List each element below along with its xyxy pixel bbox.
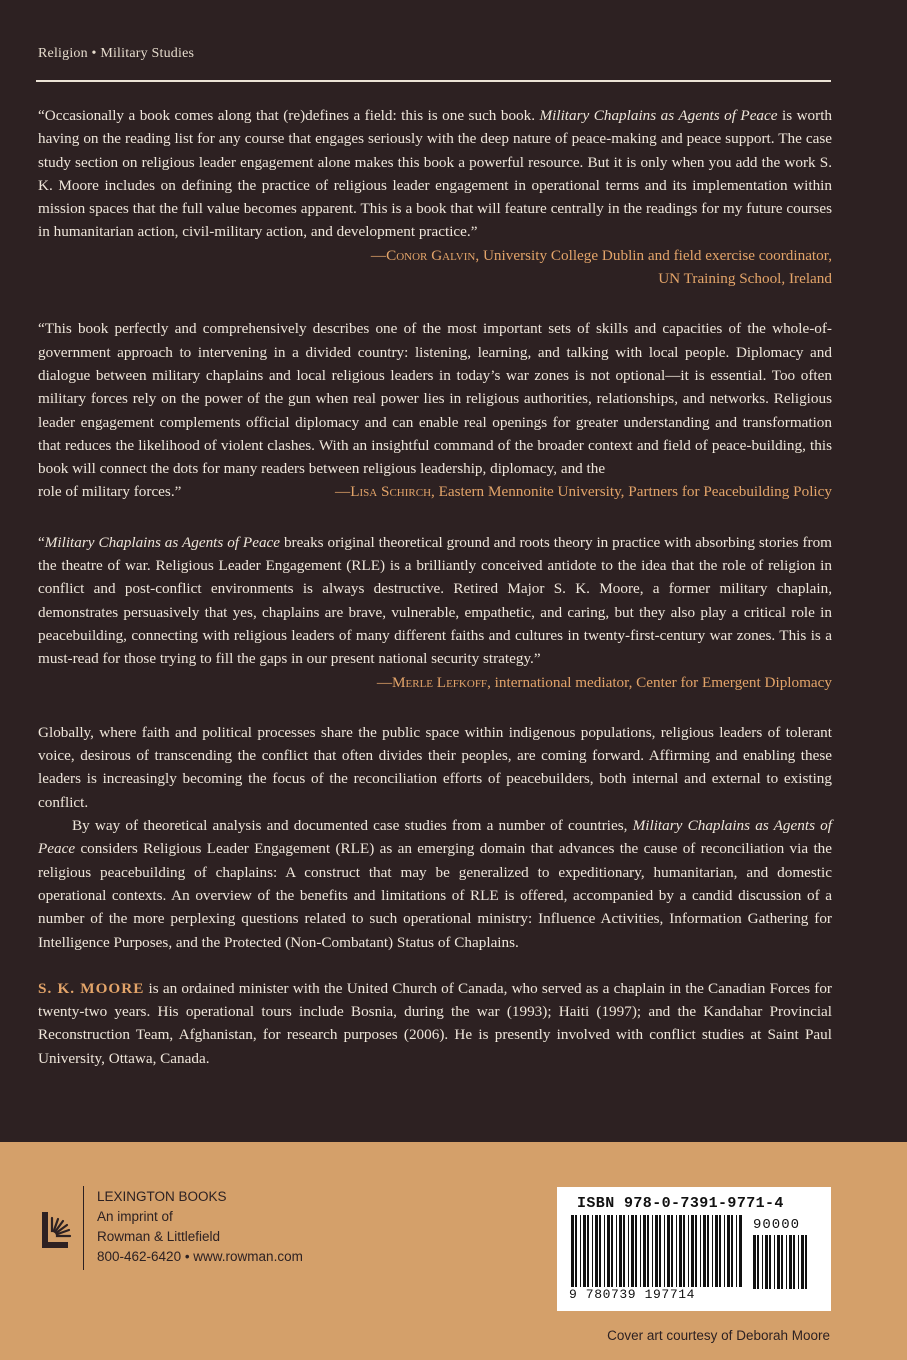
barcode-digits: 9 780739 197714 [569,1287,696,1302]
divider-rule [36,80,831,82]
barcode-bar [676,1215,677,1287]
endorser-name: —Merle Lefkoff [376,673,488,691]
isbn-number: ISBN 978-0-7391-9771-4 [577,1195,784,1212]
barcode-bar [688,1215,689,1287]
endorser-affiliation: , international mediator, Center for Emergent Diplomacy [487,673,832,691]
barcode-bar [619,1215,622,1287]
quote-last-line [38,480,832,503]
quote-text-part: is worth having on the reading list for any course that engages seriously with the deep nature of peace-making and peace support. The case study section on religious leader engagement alone makes this book a powerful resource. But it is only when you add the work S. K. Moore includes on defining the practice of religious leader engagement in operational terms and its implementation within mission spaces that the full value becomes apparent. This is a book that will feature centrally in the readings for my future courses in humanitarian action, civil-military action, and development practice.” [38,107,833,241]
quote-text [38,104,832,244]
author-name: S. K. MOORE [38,979,145,997]
barcode-bar [769,1235,771,1289]
endorser-name: —Conor Galvin [370,246,476,264]
barcode-bar [652,1215,653,1287]
barcode-bar [774,1235,775,1289]
barcode-bar [635,1215,637,1287]
quote-text-part: “Occasionally a book comes along that (re)defines a field: this is one such book. [38,107,540,124]
barcode-bar [611,1215,613,1287]
barcode-bar [599,1215,601,1287]
endorser-affiliation-line2: UN Training School, Ireland [658,270,832,288]
isbn-barcode [557,1187,831,1311]
barcode-bar [805,1235,807,1289]
barcode-bar [587,1215,589,1287]
barcode-bar [703,1215,706,1287]
category-label: Religion • Military Studies [38,46,195,61]
barcode-bar [707,1215,709,1287]
barcode-bar [793,1235,795,1289]
barcode-bar [607,1215,610,1287]
barcode-bar [616,1215,617,1287]
barcode-bar [724,1215,725,1287]
quote-text [38,531,832,671]
barcode-bar [643,1215,646,1287]
barcode-bar [671,1215,673,1287]
barcode-bar [583,1215,586,1287]
barcode-bar [595,1215,598,1287]
bio-text: is an ordained minister with the United Church of Canada, who served as a chaplain in the Canadian Forces for twenty-two years. His operational tours include Bosnia, during the war (1993); Haiti (1997); and the Kandahar Provincial Reconstruction Team, Afghanistan, for research purposes (2006). He is presently involved with conflict studies at Saint Paul University, Ottawa, Canada. [38,979,832,1067]
quote-text: “This book perfectly and comprehensively describes one of the most important sets of skills and capacities of the whole-of-government approach to intervening in a divided country: listening, learning, and talking with local people. Diplomacy and dialogue between military chaplains and local religious leaders in today’s war zones is not optional—it is essential. Too often military forces rely on the power of the gun when real power lies in religious authorities, relationships, and networks. Religious leader engagement complements official diplomacy and can enable real openings for greater understanding and transformation that reduces the likelihood of violent clashes. With an insightful command of the broader context and field of peace-building, this book will connect the dots for many readers between religious leadership, diplomacy, and the [38,320,832,478]
barcode-bar [700,1215,701,1287]
barcode-bar [712,1215,713,1287]
quote-text-part: breaks original theoretical ground and roots theory in practice with absorbing stories from the theatre of war. Religious Leader Engagement (RLE) is a brilliantly conceived antidote to the idea that the role of religion in conflict and post-conflict environments is always destructive. Retired Major S. K. Moore, a former military chaplain, demonstrates persuasively that yes, chaplains are brave, vulnerable, empathetic, and caring, but they also play a critical role in peacebuilding, connecting with religious leaders of many different faiths and cultures in twenty-first-century war zones. This is a must-read for those trying to fill the gaps in our present national security strategy.” [38,533,832,668]
barcode-bar [604,1215,605,1287]
barcode-bar [781,1235,783,1289]
barcode-bar [592,1215,593,1287]
barcode-bar [798,1235,799,1289]
barcode-bar [777,1235,780,1289]
barcode-bar [679,1215,682,1287]
quote-attribution [335,480,832,503]
book-title: Military Chaplains as Agents of Peace [38,817,832,858]
barcode-bar [753,1235,756,1289]
barcode-bar [571,1215,574,1287]
publisher-contact: 800-462-6420 • www.rowman.com [97,1249,303,1264]
publisher-logo-icon [38,1190,78,1252]
endorsement-quote-1 [38,104,832,290]
publisher-imprint: An imprint of [97,1209,173,1224]
endorser-affiliation: , University College Dublin and field exercise coordinator, [475,246,832,264]
barcode-bar [659,1215,661,1287]
footer-divider [83,1186,84,1270]
barcode-bar [789,1235,792,1289]
barcode-bar [580,1215,581,1287]
barcode-bar [691,1215,694,1287]
quote-attribution [38,244,832,267]
book-title: Military Chaplains as Agents of Peace [539,107,778,124]
publisher-parent: Rowman & Littlefield [97,1229,221,1244]
endorser-name: —Lisa Schirch [335,483,432,501]
quote-open-mark: “ [38,533,45,551]
barcode-bars [571,1215,743,1287]
endorser-affiliation: , Eastern Mennonite University, Partners for Peacebuilding Policy [431,483,832,501]
cover-credit: Cover art courtesy of Deborah Moore [607,1328,830,1343]
barcode-bar [739,1215,742,1287]
barcode-bar [801,1235,804,1289]
barcode-bar [667,1215,670,1287]
price-barcode-bars [753,1235,811,1289]
barcode-bar [664,1215,665,1287]
barcode-bar [695,1215,697,1287]
publisher-name: LEXINGTON BOOKS [97,1189,227,1204]
content [38,104,832,1070]
barcode-bar [786,1235,787,1289]
description-paragraph-1: Globally, where faith and political processes share the public space within indigenous populations, religious leaders of tolerant voice, desirous of transcending the conflict that often divides their peoples, are coming forward. Affirming and enabling these leaders is increasingly becoming the focus of the reconciliation efforts of peacebuilders, both internal and external to existing conflict. [38,723,832,811]
endorsement-quote-2 [38,317,832,503]
barcode-bar [655,1215,658,1287]
barcode-bar [719,1215,721,1287]
barcode-bar [575,1215,577,1287]
book-description [38,721,832,954]
author-bio [38,977,832,1070]
barcode-bar [640,1215,641,1287]
barcode-bar [762,1235,763,1289]
description-text: considers Religious Leader Engagement (RLE) as an emerging domain that advances the cause of reconciliation via the religious peacebuilding of chaplains: A construct that may be generalized to expeditionary, humanitarian, and domestic operational contexts. An overview of the benefits and limitations of RLE is offered, accompanied by a candid discussion of a number of the more perplexing questions related to such operational ministry: Influence Activities, Information Gathering for Intelligence Purposes, and the Protected (Non-Combatant) Status of Chaplains. [38,840,832,951]
quote-attribution [38,671,832,694]
barcode-bar [731,1215,733,1287]
quote-text-end: role of military forces.” [38,483,182,501]
book-title: Military Chaplains as Agents of Peace [44,533,281,551]
barcode-bar [736,1215,737,1287]
description-paragraph-2 [38,814,832,954]
barcode-bar [623,1215,625,1287]
barcode-bar [757,1235,759,1289]
barcode-bar [631,1215,634,1287]
description-text: By way of theoretical analysis and documented case studies from a number of countries, [72,817,633,835]
barcode-bar [647,1215,649,1287]
price-code: 90000 [753,1217,801,1233]
barcode-bar [727,1215,730,1287]
barcode-bar [683,1215,685,1287]
endorsement-quote-3 [38,531,832,694]
barcode-bar [715,1215,718,1287]
barcode-bar [628,1215,629,1287]
publisher-info [97,1187,303,1267]
barcode-bar [765,1235,768,1289]
